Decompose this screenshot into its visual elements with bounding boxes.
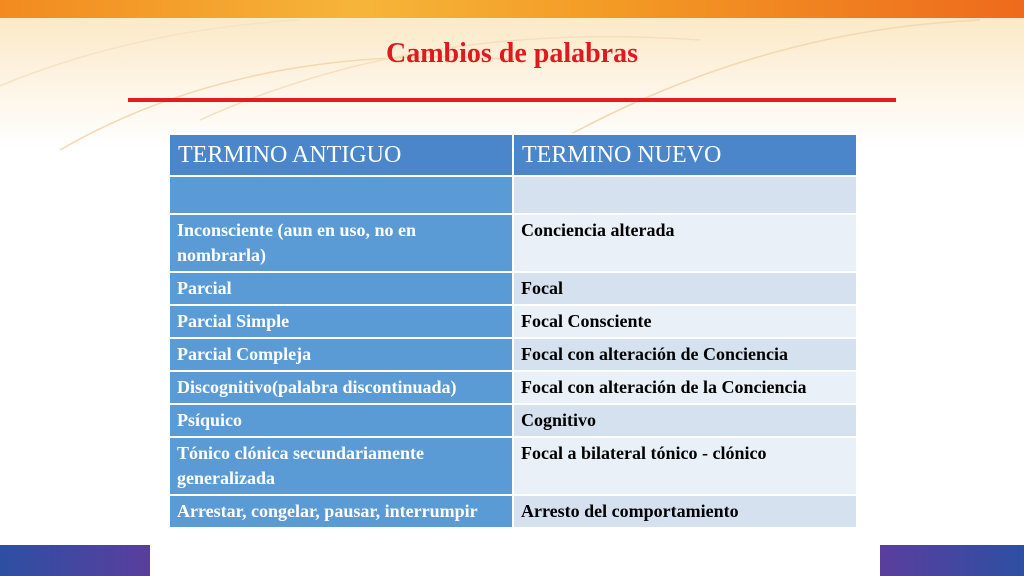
new-term-cell: Arresto del comportamiento: [513, 495, 857, 528]
old-term-cell: Parcial: [169, 272, 513, 305]
new-term-cell: [513, 176, 857, 214]
table-row: [169, 437, 857, 495]
bottom-right-decor: [880, 545, 1024, 576]
header-new-term: TERMINO NUEVO: [513, 134, 857, 176]
table-row: [169, 214, 857, 272]
table-row: [169, 272, 857, 305]
table-header-row: [169, 134, 857, 176]
table-row: [169, 176, 857, 214]
table-row: [169, 495, 857, 528]
slide-title: Cambios de palabras: [385, 38, 639, 69]
header-old-term: TERMINO ANTIGUO: [169, 134, 513, 176]
table-row: [169, 338, 857, 371]
top-decorative-band: [0, 0, 1024, 18]
old-term-cell: Parcial Compleja: [169, 338, 513, 371]
new-term-cell: Focal con alteración de Conciencia: [513, 338, 857, 371]
new-term-cell: Focal: [513, 272, 857, 305]
old-term-cell: Parcial Simple: [169, 305, 513, 338]
old-term-cell: Arrestar, congelar, pausar, interrumpir: [169, 495, 513, 528]
new-term-cell: Cognitivo: [513, 404, 857, 437]
terms-table: [168, 133, 858, 529]
new-term-cell: Focal a bilateral tónico - clónico: [513, 437, 857, 495]
old-term-cell: Discognitivo(palabra discontinuada): [169, 371, 513, 404]
new-term-cell: Focal con alteración de la Conciencia: [513, 371, 857, 404]
table-row: [169, 371, 857, 404]
old-term-cell: Tónico clónica secundariamente generalizada: [169, 437, 513, 495]
old-term-cell: Inconsciente (aun en uso, no en nombrarla): [169, 214, 513, 272]
table-row: [169, 404, 857, 437]
old-term-cell: [169, 176, 513, 214]
new-term-cell: Focal Consciente: [513, 305, 857, 338]
title-underline: [128, 98, 896, 102]
new-term-cell: Conciencia alterada: [513, 214, 857, 272]
old-term-cell: Psíquico: [169, 404, 513, 437]
table-row: [169, 305, 857, 338]
bottom-left-decor: [0, 545, 150, 576]
